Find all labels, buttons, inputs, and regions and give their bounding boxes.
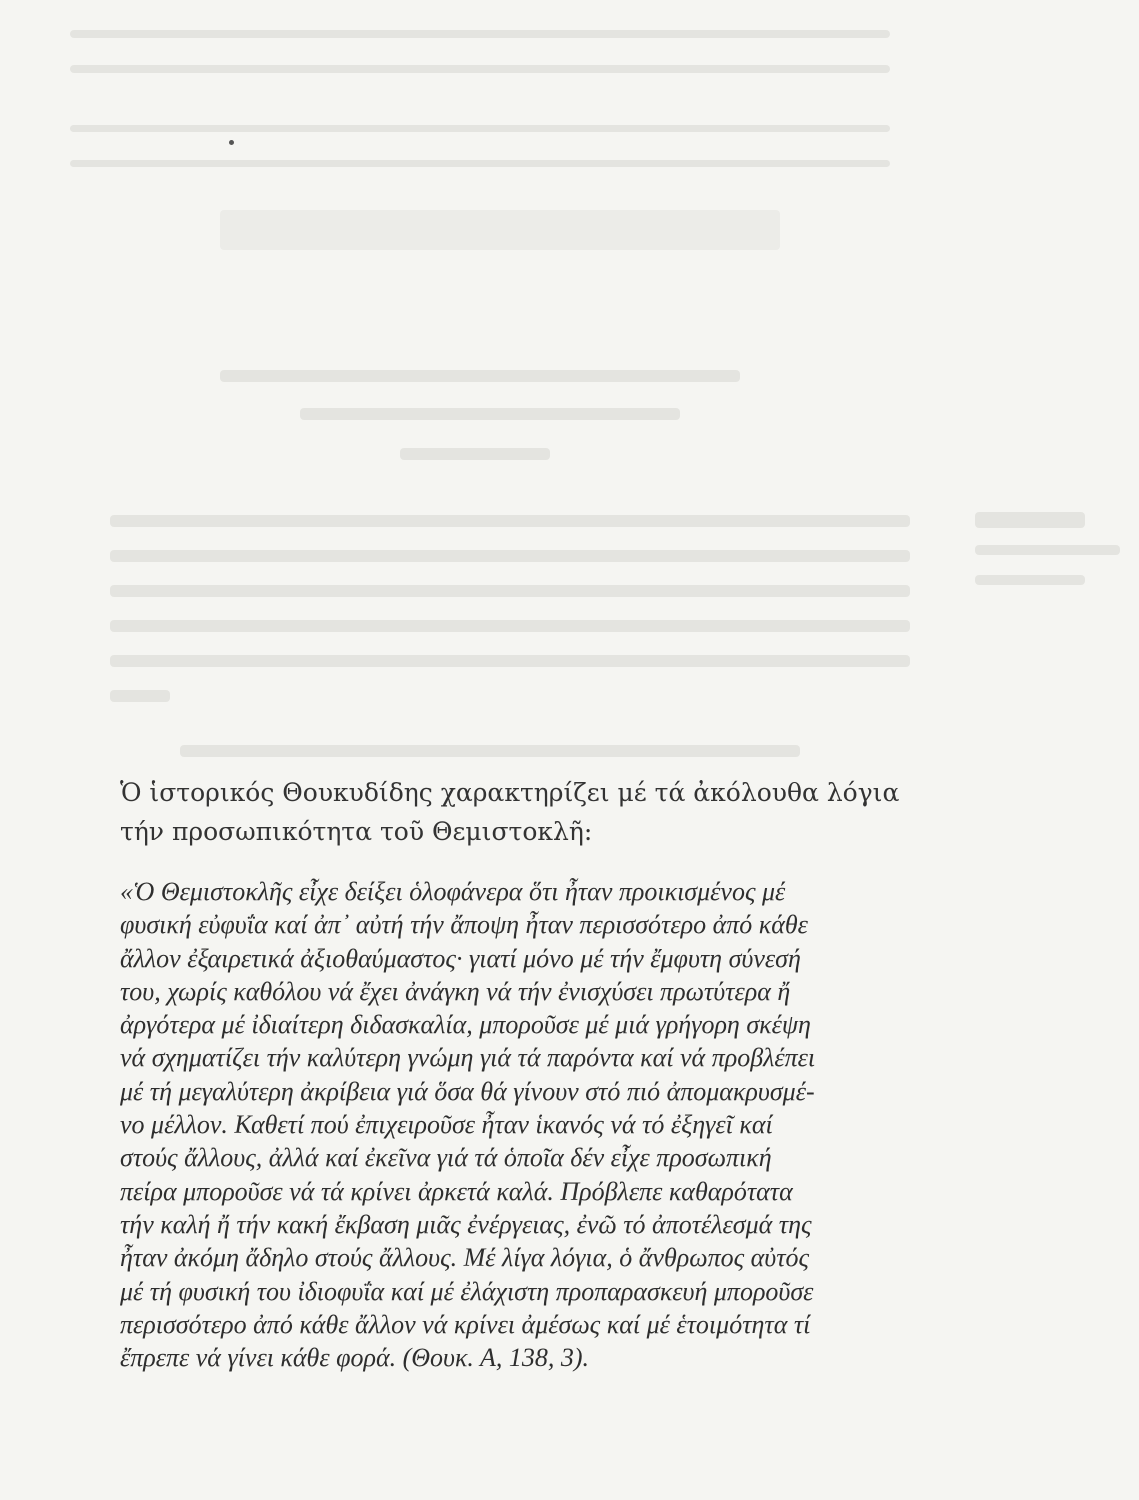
quote-line: νο μέλλον. Καθετί πού ἐπιχειροῦσε ἦταν ἱκανός νά τό ἐξηγεῖ καί — [120, 1110, 773, 1140]
intro-line: Ὁ ἱστορικός Θουκυδίδης χαρακτηρίζει μέ τά ἀκόλουθα λόγια — [120, 778, 900, 807]
quote-line: του, χωρίς καθόλου νά ἔχει ἀνάγκη νά τήν ἐνισχύσει πρωτύτερα ἤ — [120, 976, 791, 1006]
quote-line: περισσότερο ἀπό κάθε ἄλλον νά κρίνει ἀμέσως καί μέ ἑτοιμότητα τί — [120, 1309, 811, 1339]
quote-line: φυσική εὐφυΐα καί ἀπ᾽ αὐτή τήν ἄποψη ἦταν περισσότερο ἀπό κάθε — [120, 910, 808, 940]
quote-line: «Ὁ Θεμιστοκλῆς εἶχε δείξει ὁλοφάνερα ὅτι ἦταν προικισμένος μέ — [120, 877, 786, 906]
quote-line: τήν καλή ἤ τήν κακή ἔκβαση μιᾶς ἐνέργειας, ἐνῶ τό ἀποτέλεσμά της — [120, 1209, 812, 1239]
quote-line: μέ τή φυσική του ἰδιοφυΐα καί μέ ἐλάχιστη προπαρασκευή μποροῦσε — [120, 1276, 814, 1306]
thucydides-quote — [120, 875, 910, 1374]
ink-dot — [229, 140, 234, 145]
quote-line: ἔπρεπε νά γίνει κάθε φορά. (Θουκ. Α, 138, 3). — [120, 1343, 590, 1373]
intro-line: τήν προσωπικότητα τοῦ Θεμιστοκλῆ: — [120, 817, 593, 846]
quote-line: νά σχηματίζει τήν καλύτερη γνώμη γιά τά παρόντα καί νά προβλέπει — [120, 1043, 816, 1073]
intro-paragraph — [120, 773, 910, 851]
quote-line: στούς ἄλλους, ἀλλά καί ἐκεῖνα γιά τά ὁποῖα δέν εἶχε προσωπική — [120, 1143, 772, 1173]
quote-line: μέ τή μεγαλύτερη ἀκρίβεια γιά ὅσα θά γίνουν στό πιό ἀπομακρυσμέ- — [120, 1076, 815, 1106]
quote-line: ἄλλον ἐξαιρετικά ἀξιοθαύμαστος· γιατί μόνο μέ τήν ἔμφυτη σύνεσή — [120, 943, 801, 973]
quote-line: πείρα μποροῦσε νά τά κρίνει ἀρκετά καλά. Πρόβλεπε καθαρότατα — [120, 1176, 793, 1206]
quote-line: ἦταν ἀκόμη ἄδηλο στούς ἄλλους. Μέ λίγα λόγια, ὁ ἄνθρωπος αὐτός — [120, 1243, 810, 1273]
quote-line: ἀργότερα μέ ἰδιαίτερη διδασκαλία, μποροῦσε μέ μιά γρήγορη σκέψη — [120, 1010, 811, 1040]
